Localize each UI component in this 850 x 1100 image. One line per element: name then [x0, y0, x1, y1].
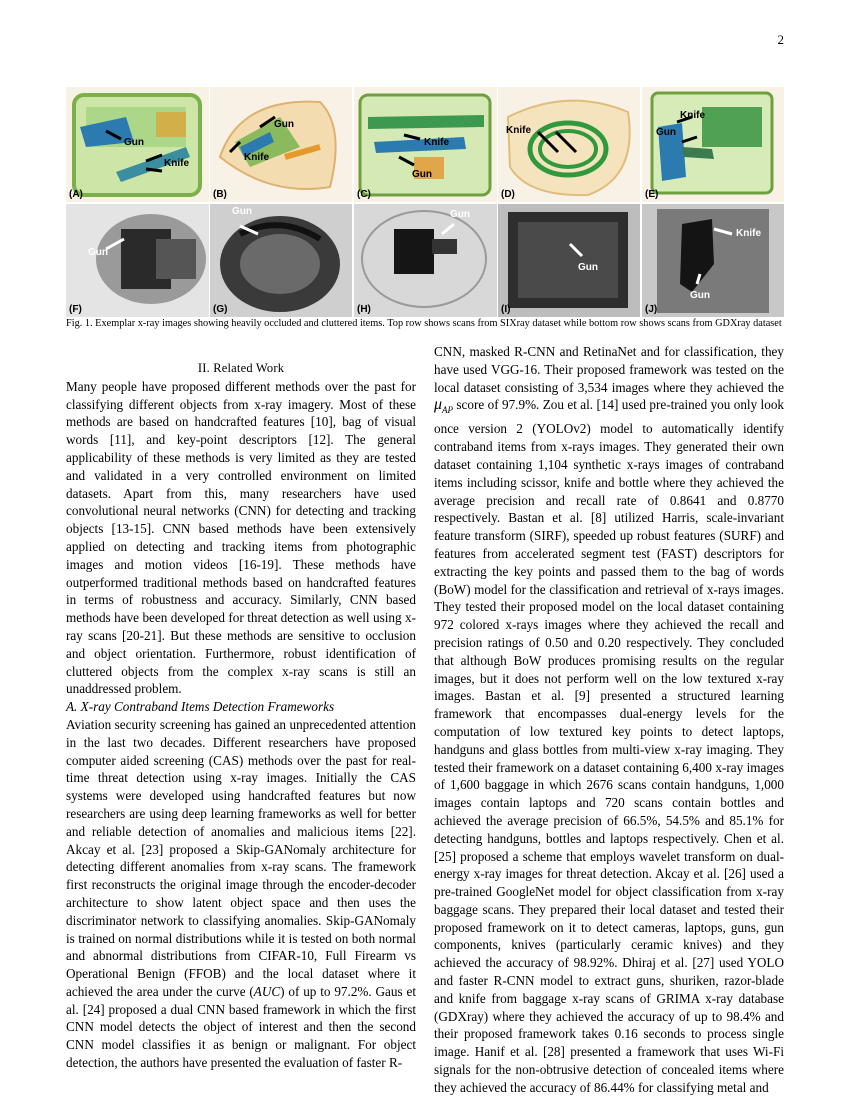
annotation-label: Gun [690, 290, 710, 301]
xray-panel-j [642, 204, 784, 317]
xray-panel-g [210, 204, 352, 317]
annotation-label: Knife [506, 125, 531, 136]
panel-label: (E) [645, 189, 659, 200]
annotation-label: Gun [232, 206, 252, 217]
annotation-label: Knife [424, 137, 449, 148]
body-paragraph: Many people have proposed different methods over the past for classifying different objects from x-ray imagery. Most of these methods are based on handcrafted features [10], bag of visual words [11], and key-point descriptors [12]. The general applicability of these methods is very limited as they are tested and validated in a very controlled environment on limited datasets. Apart from this, many researchers have used convolutional neural networks (CNN) for detecting and tracking objects [13-15]. CNN based methods have been extensively applied on detecting and tracking items from photographic images and motion videos [16-19]. These methods have outperformed traditional methods based on handcrafted features in terms of robustness and accuracy. Similarly, CNN based methods have been developed for threat detection as well using x-ray scans [20-21]. But these methods are sensitive to occlusion and object orientation. Furthermore, robust identification of cluttered objects from the complex x-ray scans is still an unaddressed problem. [66, 378, 416, 697]
annotation-label: Knife [680, 110, 705, 121]
xray-panel-e [642, 87, 784, 202]
annotation-label: Knife [244, 152, 269, 163]
xray-scan-image [354, 204, 497, 317]
panel-label: (I) [501, 304, 511, 315]
section-title: II. Related Work [197, 361, 285, 375]
xray-panel-i [498, 204, 640, 317]
text-run: CNN, masked R-CNN and RetinaNet and for classification, they have used VGG-16. Their proposed framework was tested on the local dataset consisting of 3,534 images where they achieved the [434, 344, 784, 395]
annotation-label: Gun [578, 262, 598, 273]
xray-scan-image [498, 204, 640, 317]
left-column [66, 360, 416, 1072]
mu-subscript: AP [442, 405, 454, 416]
text-run: Aviation security screening has gained an unprecedented attention in the last two decades. Different researchers have proposed computer aided screening (CAS) methods over the past for real-time threat detection using x-ray images. Initially the CAS systems were developed using handcrafted features but now researchers are using deep learning frameworks as well for better and reliable detection of anomalies and malicious items [22]. Akcay et al. [23] proposed a Skip-GANomaly architecture for detecting different anomalies from x-ray scans. The framework first reconstructs the original image through the encoder-decoder architecture to show latent object space and then uses the discriminator network to classifying anomalies. Skip-GANomaly is trained on normal distributions while it is tested on both normal and abnormal distributions from CIFAR-10, Full Firearm vs Operational Benign (FFOB) and the local dataset where it achieved the area under the curve ( [66, 716, 416, 999]
right-column [434, 343, 784, 1097]
figure-1 [66, 87, 784, 317]
xray-scan-image [498, 87, 640, 202]
subsection-title: A. X-ray Contraband Items Detection Frameworks [66, 699, 335, 715]
panel-label: (J) [645, 304, 658, 315]
annotation-label: Gun [274, 119, 294, 130]
panel-label: (B) [213, 189, 227, 200]
annotation-label: Gun [88, 247, 108, 258]
xray-panel-b [210, 87, 352, 202]
text-run: ) of up to 97.2%. Gaus et al. [24] proposed a dual CNN based framework in which the first CNN model detects the object of interest and then the second CNN model classifies it as benign or malignant. For object detection, the authors have presented the evaluation of faster R- [66, 983, 416, 1071]
xray-panel-f [66, 204, 209, 317]
xray-scan-image [66, 204, 209, 317]
mu-letter: μ [434, 396, 443, 414]
annotation-label: Gun [124, 137, 144, 148]
annotation-label: Gun [656, 127, 676, 138]
panel-label: (A) [69, 189, 83, 200]
xray-panel-a [66, 87, 209, 202]
xray-scan-image [642, 204, 784, 317]
annotation-label: Knife [164, 158, 189, 169]
auc-term: AUC [253, 983, 281, 999]
xray-panel-h [354, 204, 497, 317]
xray-panel-d [498, 87, 640, 202]
page-number: 2 [777, 32, 784, 47]
xray-scan-image [642, 87, 784, 202]
mu-ap-symbol [434, 396, 454, 416]
body-paragraph [66, 716, 416, 1072]
figure-caption: Fig. 1. Exemplar x-ray images showing heavily occluded and cluttered items. Top row shows scans from SIXray dataset while bottom row shows scans from GDXray dataset [66, 318, 782, 329]
annotation-label: Gun [412, 169, 432, 180]
panel-label: (C) [357, 189, 371, 200]
xray-panel-c [354, 87, 497, 202]
panel-label: (F) [69, 304, 82, 315]
panel-label: (D) [501, 189, 515, 200]
xray-scan-image [210, 87, 352, 202]
panel-label: (H) [357, 304, 371, 315]
annotation-label: Gun [450, 209, 470, 220]
body-paragraph [434, 343, 784, 1097]
xray-scan-image [210, 204, 352, 317]
annotation-label: Knife [736, 228, 761, 239]
panel-label: (G) [213, 304, 228, 315]
text-run: score of 97.9%. Zou et al. [14] used pre-trained you only look once version 2 (YOLOv2) model to automatically identify contraband items from x-rays images. They generated their own dataset containing 1,104 synthetic x-rays images of contraband items including scissor, knife and bottle where they achieved the average precision and recall rate of 0.8641 and 0.8770 respectively. Bastan et al. [8] utilized Harris, scale-invariant feature transform (SIRF), speeded up robust features (SURF) and features from accelerated segment test (FAST) descriptors for extracting the key points and passed them to the bag of words (BoW) model for the classification and retrieval of x-rays images. They tested their proposed model on the local dataset containing 972 colored x-rays images where they achieved the recall and precision ratings of 0.50 and 0.20 respectively. They concluded that although BoW produces promising results on the regular images, but it does not perform well on the low textured x-ray images. Bastan et al. [9] presented a structured learning framework that encompasses dual-energy levels for the computation of low textured key points to detect laptops, handguns and glass bottles from multi-view x-ray imaging. They tested their framework on a dataset containing 6,400 x-ray images of 1,600 baggage in which 2676 scans contain handguns, 1,000 images contain laptops and 720 scans contain bottles and achieved the average precision of 66.5%, 54.5% and 85.1% for detecting handguns, bottles and laptops respectively. Chen et al. [25] proposed a scheme that employs wavelet transform on dual-energy x-ray images for threat detection. Akcay et al. [26] used a pre-trained GoogleNet model for object classification from x-ray baggage scans. They prepared their local dataset and tested their proposed framework on it to detect cameras, laptops, guns, gun components, knives (particularly ceramic knives) and they achieved the accuracy of 98.92%. Dhiraj et al. [27] used YOLO and faster R-CNN model to extract guns, shuriken, razor-blade and knife from baggage x-ray scans of GRIMA x-ray database (GDXray) where they achieved the accuracy of up to 98.4% and their proposed framework takes 0.16 seconds to process single image. Hanif et al. [28] presented a framework that uses Wi-Fi signals for the non-obtrusive detection of concealed items where they achieved the accuracy of 86.44% for classifying metal and [434, 397, 785, 1095]
